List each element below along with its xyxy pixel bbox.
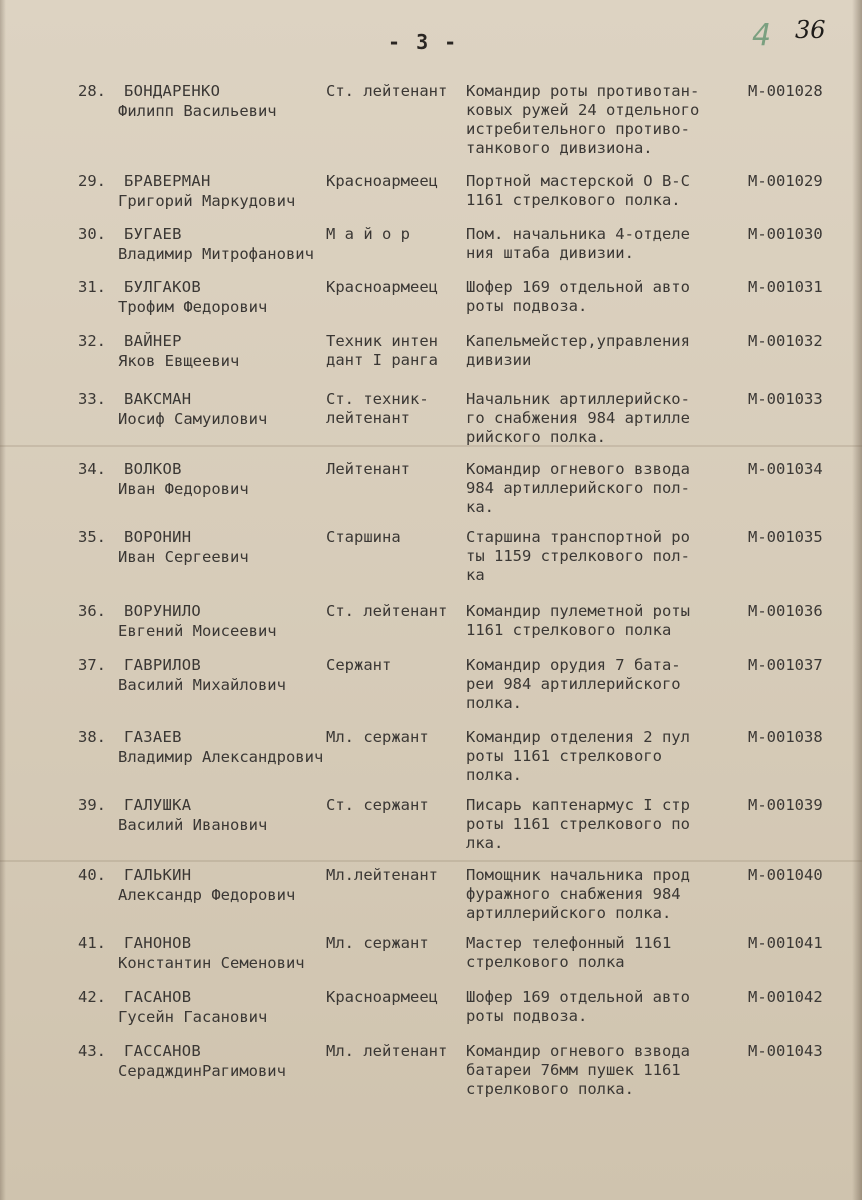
entry-position: Мастер телефонный 1161 стрелкового полка [466,934,672,971]
entry-given-names: Василий Иванович [118,816,268,834]
entry-surname: ВАЙНЕР [124,332,182,350]
entry-code: М-001040 [748,866,823,884]
entry-given-names: Владимир Александрович [118,748,324,766]
entry-position: Командир отделения 2 пул роты 1161 стрелкового полка. [466,728,690,784]
entry-position: Портной мастерской О В-С 1161 стрелкового полка. [466,172,690,209]
entry-surname: БУЛГАКОВ [124,278,202,296]
page-edge-right [852,0,862,1200]
entry-position: Помощник начальника прод фуражного снабжения 984 артиллерийского полка. [466,866,690,922]
page-number: - 3 - [388,30,459,54]
entry-position: Шофер 169 отдельной авто роты подвоза. [466,988,690,1025]
pencil-mark: 4 [752,18,772,53]
entry-code: М-001029 [748,172,823,190]
entry-number: 35. [78,528,106,546]
entry-number: 38. [78,728,106,746]
entry-given-names: Гусейн Гасанович [118,1008,268,1026]
entry-surname: ГАЗАЕВ [124,728,182,746]
entry-rank: Лейтенант [326,460,410,478]
entry-surname: ГАССАНОВ [124,1042,202,1060]
entry-surname: ГАСАНОВ [124,988,192,1006]
entry-rank: Старшина [326,528,401,546]
paper-fold [0,860,862,862]
entry-code: М-001034 [748,460,823,478]
entry-code: М-001039 [748,796,823,814]
entry-position: Капельмейстер,управления дивизии [466,332,690,369]
entry-position: Командир орудия 7 бата- реи 984 артиллерийского полка. [466,656,681,712]
entry-given-names: Александр Федорович [118,886,296,904]
entry-surname: ВОЛКОВ [124,460,182,478]
entry-code: М-001037 [748,656,823,674]
entry-position: Командир огневого взвода батареи 76мм пушек 1161 стрелкового полка. [466,1042,690,1098]
entry-rank: Красноармеец [326,278,438,296]
entry-number: 30. [78,225,106,243]
entry-surname: ГАНОНОВ [124,934,192,952]
entry-rank: Мл. сержант [326,728,429,746]
entry-position: Начальник артиллерийско- го снабжения 984 артилле рийского полка. [466,390,690,446]
entry-rank: Техник интен дант I ранга [326,332,438,369]
entry-surname: ВАКСМАН [124,390,192,408]
entry-code: М-001038 [748,728,823,746]
entry-given-names: Яков Евщеевич [118,352,240,370]
entry-code: М-001028 [748,82,823,100]
entry-code: М-001032 [748,332,823,350]
entry-given-names: Филипп Васильевич [118,102,277,120]
entry-position: Командир пулеметной роты 1161 стрелкового полка [466,602,690,639]
entry-code: М-001031 [748,278,823,296]
entry-surname: ГАЛЬКИН [124,866,192,884]
entry-rank: Красноармеец [326,172,438,190]
entry-rank: Ст. сержант [326,796,429,814]
entry-surname: ВОРОНИН [124,528,192,546]
entry-number: 31. [78,278,106,296]
entry-position: Писарь каптенармус I стр роты 1161 стрелкового по лка. [466,796,690,852]
entry-given-names: Владимир Митрофанович [118,245,314,263]
entry-position: Старшина транспортной ро ты 1159 стрелкового пол- ка [466,528,690,584]
entry-surname: ГАВРИЛОВ [124,656,202,674]
entry-rank: Мл. сержант [326,934,429,952]
entry-rank: Ст. лейтенант [326,82,448,100]
entry-rank: Мл.лейтенант [326,866,438,884]
entry-rank: Сержант [326,656,392,674]
entry-rank: Красноармеец [326,988,438,1006]
entry-position: Шофер 169 отдельной авто роты подвоза. [466,278,690,315]
entry-number: 37. [78,656,106,674]
entry-given-names: Константин Семенович [118,954,305,972]
archive-folio-number: 36 [795,16,826,44]
entry-code: М-001042 [748,988,823,1006]
page-edge-left [0,0,6,1200]
entry-surname: БУГАЕВ [124,225,182,243]
entry-number: 32. [78,332,106,350]
entry-given-names: Иван Федорович [118,480,249,498]
entry-given-names: Иосиф Самуилович [118,410,268,428]
entry-rank: Ст. техник- лейтенант [326,390,429,427]
entry-number: 28. [78,82,106,100]
entry-position: Пом. начальника 4-отделе ния штаба дивизии. [466,225,690,262]
entry-rank: М а й о р [326,225,410,243]
entry-number: 43. [78,1042,106,1060]
entry-number: 29. [78,172,106,190]
entry-number: 41. [78,934,106,952]
entry-position: Командир роты противотан- ковых ружей 24 отдельного истребительного противо- танкового дивизиона. [466,82,700,157]
entry-position: Командир огневого взвода 984 артиллерийского пол- ка. [466,460,690,516]
entry-given-names: Григорий Маркудович [118,192,296,210]
entry-surname: ВОРУНИЛО [124,602,202,620]
entry-rank: Мл. лейтенант [326,1042,448,1060]
entry-number: 36. [78,602,106,620]
entry-given-names: Евгений Моисеевич [118,622,277,640]
entry-code: М-001036 [748,602,823,620]
entry-number: 40. [78,866,106,884]
entry-given-names: СерадждинРагимович [118,1062,286,1080]
entry-code: М-001035 [748,528,823,546]
entry-surname: ГАЛУШКА [124,796,192,814]
entry-code: М-001043 [748,1042,823,1060]
entry-number: 34. [78,460,106,478]
entry-given-names: Василий Михайлович [118,676,286,694]
entry-surname: БРАВЕРМАН [124,172,211,190]
entry-code: М-001033 [748,390,823,408]
entry-given-names: Трофим Федорович [118,298,268,316]
entry-rank: Ст. лейтенант [326,602,448,620]
entry-given-names: Иван Сергеевич [118,548,249,566]
entry-number: 33. [78,390,106,408]
entry-number: 39. [78,796,106,814]
entry-code: М-001041 [748,934,823,952]
entry-surname: БОНДАРЕНКО [124,82,221,100]
entry-number: 42. [78,988,106,1006]
entry-code: М-001030 [748,225,823,243]
